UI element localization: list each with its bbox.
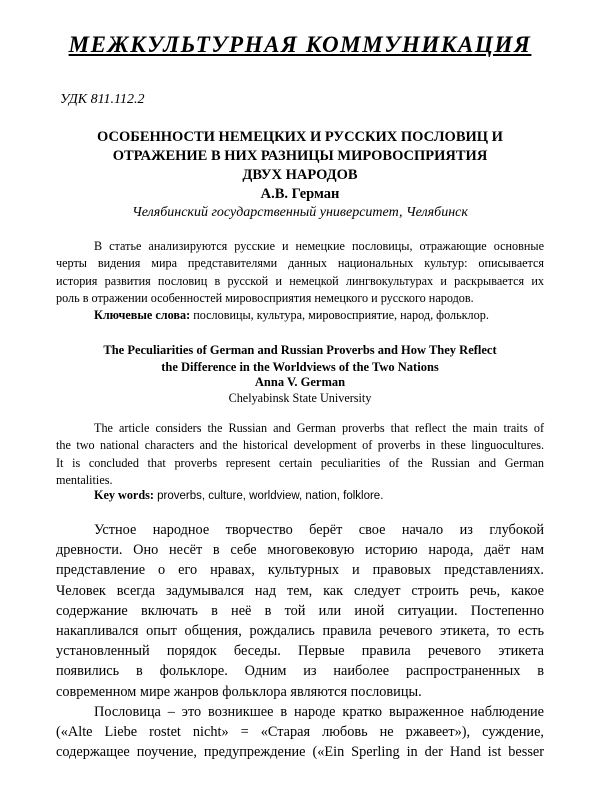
body-line: современном мире жанров фольклора являются пословицы. — [56, 683, 422, 700]
body-line: накапливался опыт общения, рождались правила речевого этикета, то есть — [56, 623, 544, 640]
keywords-text: proverbs, culture, worldview, nation, folklore. — [153, 490, 384, 502]
body-line: установленный порядок беседы. Первые правила речевого этикета — [56, 643, 544, 660]
keywords-label: Key words: — [94, 488, 154, 502]
russian-abstract — [56, 238, 544, 308]
body-line: представление о его нравах, культурных и правовых представлениях. — [56, 562, 544, 579]
english-author: Anna V. German — [254, 375, 346, 389]
section-title: МЕЖКУЛЬТУРНАЯ КОММУНИКАЦИЯ — [68, 32, 532, 57]
russian-affiliation: Челябинский государственный университет, Челябинск — [132, 205, 468, 220]
udk-code: УДК 811.112.2 — [60, 92, 145, 107]
body-line: («Alte Liebe rostet nicht» = «Старая любовь не ржавеет»), суждение, — [56, 724, 544, 741]
english-abstract — [56, 420, 544, 490]
body-line: Устное народное творчество берёт свое начало из глубокой — [94, 522, 544, 538]
english-keywords — [94, 488, 383, 503]
english-affiliation: Chelyabinsk State University — [228, 391, 372, 405]
abstract-line: история развития пословиц в русской и немецкой лингвокультурах и раскрывается их — [56, 273, 544, 288]
body-line: древности. Оно несёт в себе многовековую историю народа, даёт нам — [56, 542, 544, 559]
english-title-line: The Peculiarities of German and Russian Proverbs and How They Reflect — [103, 343, 497, 357]
body-line: Человек всегда задумывался над тем, как следует строить речь, какое — [56, 582, 544, 599]
keywords-text: пословицы, культура, мировосприятие, народ, фольклор. — [190, 308, 489, 322]
russian-keywords — [94, 308, 489, 323]
body-line: появились в фольклоре. Одним из наиболее распространенных в — [56, 663, 544, 680]
russian-author: А.В. Герман — [260, 186, 340, 202]
abstract-line: черты видения мира представителями данных национальных культур: описывается — [56, 256, 544, 271]
russian-title-line: ДВУХ НАРОДОВ — [242, 167, 358, 183]
abstract-line: It is concluded that proverbs represent certain peculiarities of the Russian and German — [56, 455, 544, 470]
body-line: Пословица – это возникшее в народе кратко выраженное наблюдение — [94, 703, 544, 720]
russian-title-line: ОСОБЕННОСТИ НЕМЕЦКИХ И РУССКИХ ПОСЛОВИЦ И — [97, 129, 503, 145]
article-body — [56, 520, 544, 762]
body-line: содержание включать в неё в той или иной ситуации. Постепенно — [56, 602, 544, 619]
abstract-line: mentalities. — [56, 473, 113, 488]
russian-title-line: ОТРАЖЕНИЕ В НИХ РАЗНИЦЫ МИРОВОСПРИЯТИЯ — [112, 148, 488, 164]
russian-article-title — [60, 128, 540, 185]
abstract-line: роль в отражении особенностей мировосприятия немецкого и русского народов. — [56, 291, 474, 306]
body-line: содержащее поучение, предупреждение («Ein Sperling in der Hand ist besser — [56, 744, 544, 761]
abstract-line: В статье анализируются русские и немецкие пословицы, отражающие основные — [94, 239, 544, 253]
english-article-title — [60, 342, 540, 376]
abstract-line: The article considers the Russian and German proverbs that reflect the main traits of — [94, 421, 544, 435]
english-title-line: the Difference in the Worldviews of the Two Nations — [161, 360, 439, 374]
abstract-line: the two national characters and the historical development of proverbs in these linguocultures. — [56, 438, 544, 453]
keywords-label: Ключевые слова: — [94, 308, 191, 322]
